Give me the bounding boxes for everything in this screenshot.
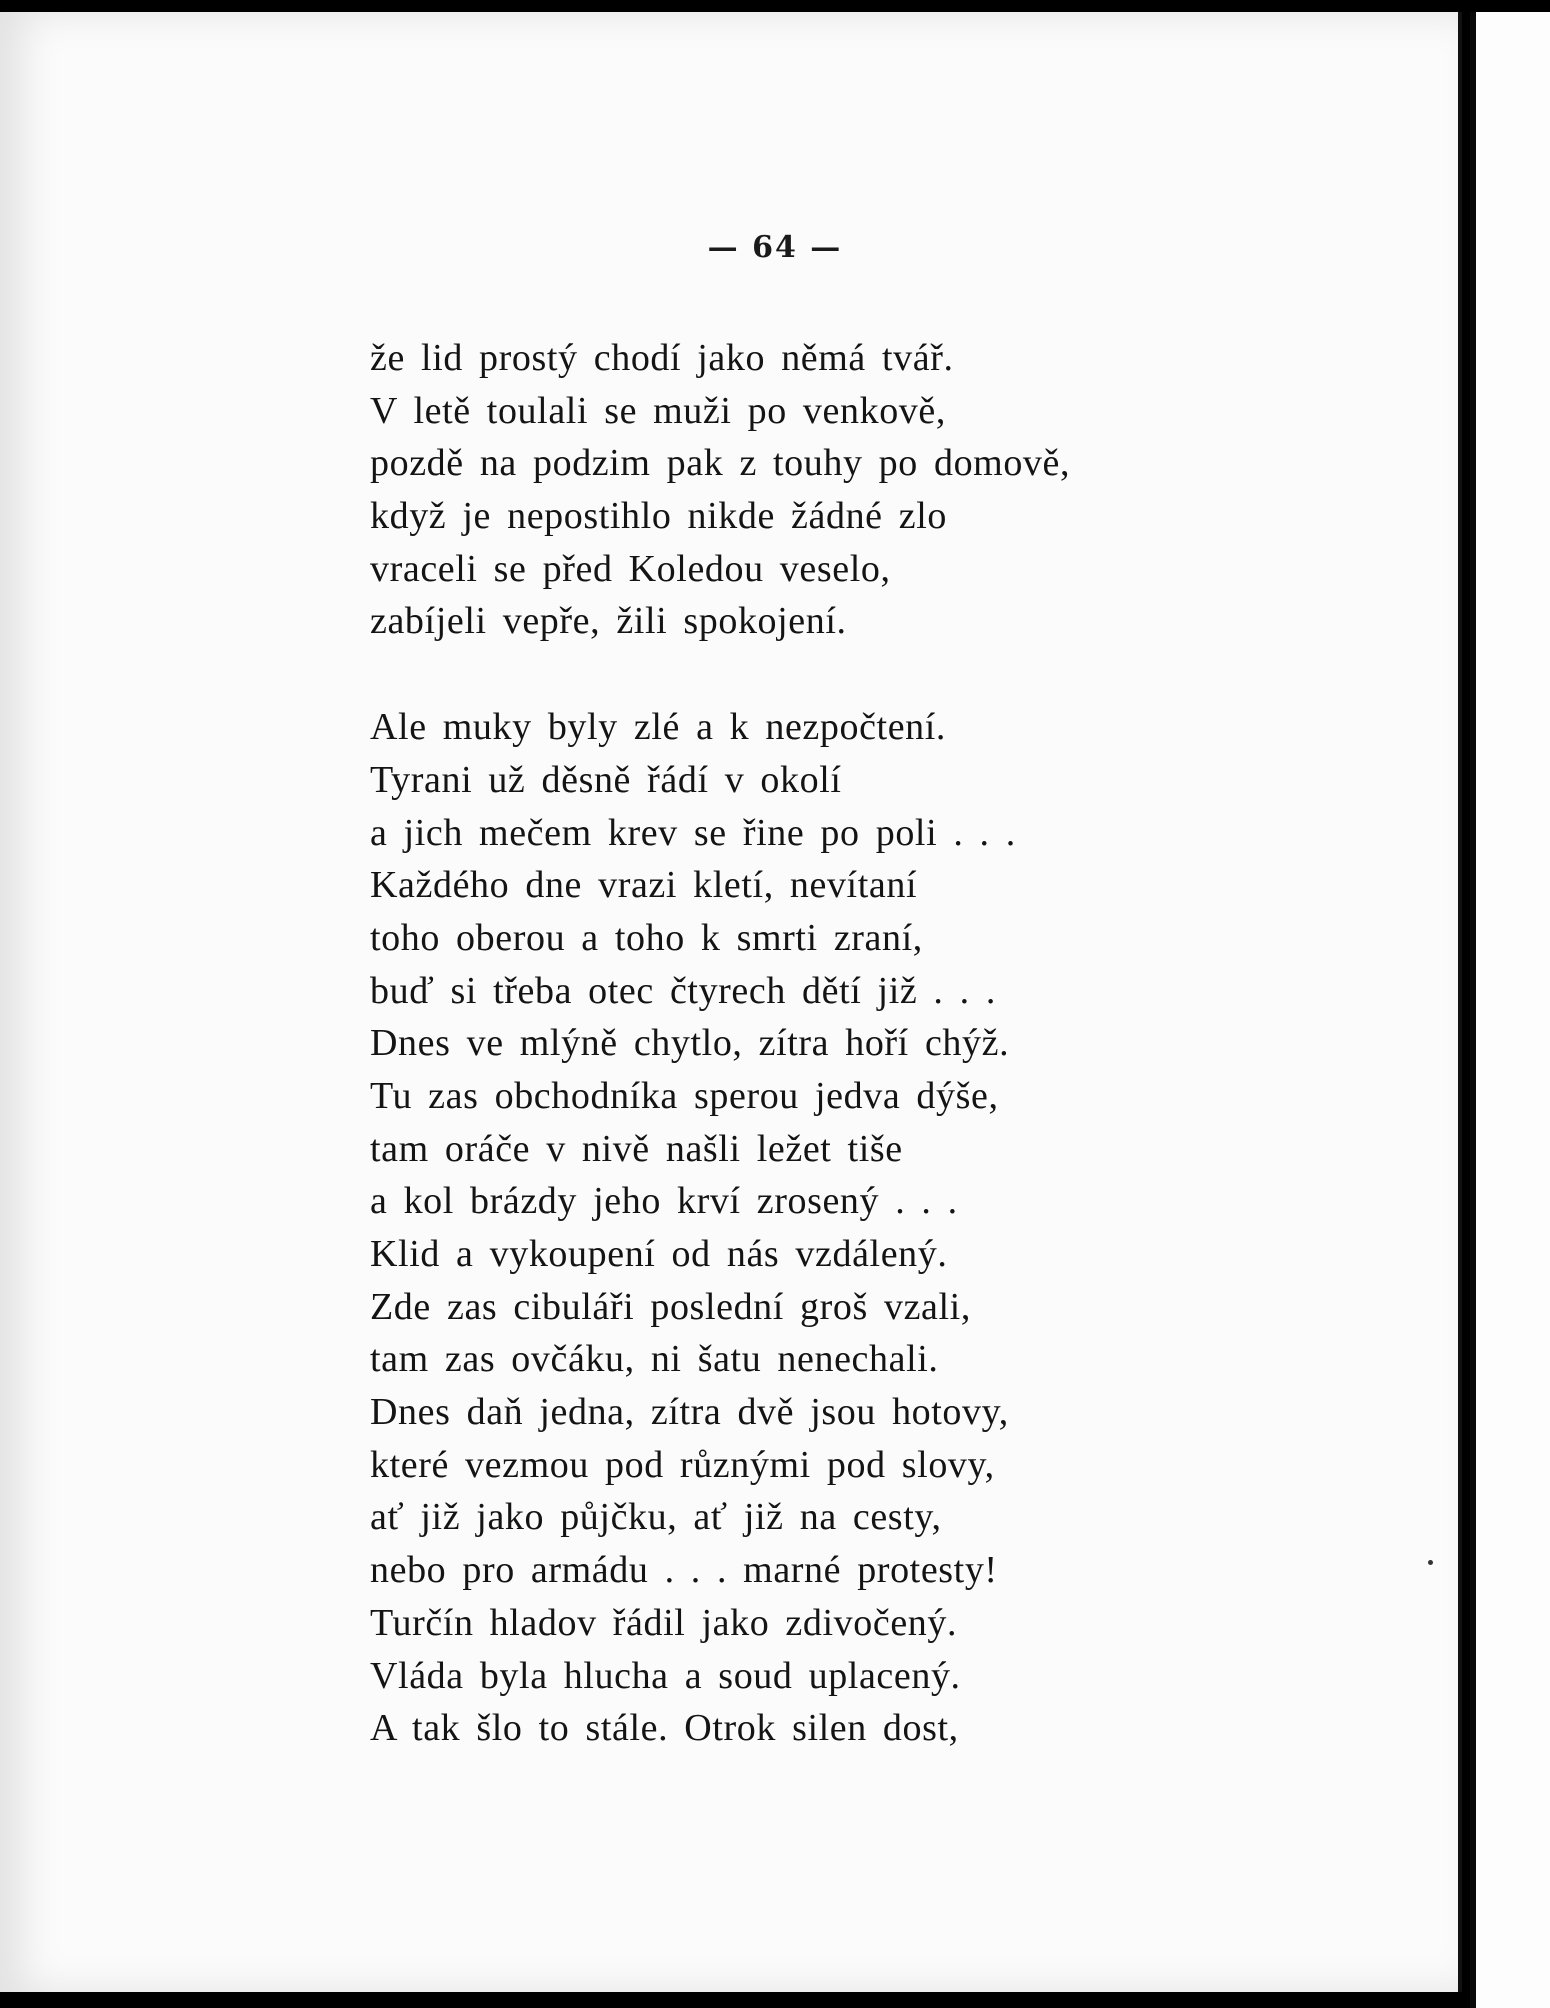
poem-line: a kol brázdy jeho krví zrosený . . . (370, 1180, 958, 1223)
adjacent-page-edge (1470, 12, 1550, 2008)
poem-line: tam zas ovčáku, ni šatu nenechali. (370, 1338, 939, 1381)
poem-line: nebo pro armádu . . . marné protesty! (370, 1549, 998, 1592)
poem-line: V letě toulali se muži po venkově, (370, 389, 946, 432)
page-edge (1458, 12, 1462, 1992)
poem-line: pozdě na podzim pak z touhy po domově, (370, 442, 1071, 485)
poem-line: A tak šlo to stále. Otrok silen dost, (370, 1707, 959, 1750)
poem-line: tam oráče v nivě našli ležet tiše (370, 1127, 903, 1170)
poem-line: Dnes ve mlýně chytlo, zítra hoří chýž. (370, 1022, 1010, 1065)
poem-line: Každého dne vrazi kletí, nevítaní (370, 864, 918, 907)
poem-line: Ale muky byly zlé a k nezpočtení. (370, 706, 947, 749)
poem-line: toho oberou a toho k smrti zraní, (370, 916, 923, 959)
poem-line: buď si třeba otec čtyrech dětí již . . . (370, 969, 996, 1012)
stanza-1 (370, 332, 1270, 648)
poem-line: že lid prostý chodí jako němá tvář. (370, 337, 954, 379)
poem-line: které vezmou pod různými pod slovy, (370, 1443, 995, 1486)
poem-line: když je nepostihlo nikde žádné zlo (370, 495, 947, 538)
poem-line: Dnes daň jedna, zítra dvě jsou hotovy, (370, 1391, 1009, 1434)
poem-line: zabíjeli vepře, žili spokojení. (370, 600, 847, 643)
poem-line: Vláda byla hlucha a soud uplacený. (370, 1654, 961, 1697)
poem-line: Turčín hladov řádil jako zdivočený. (370, 1601, 958, 1644)
poem-line: ať již jako půjčku, ať již na cesty, (370, 1496, 942, 1539)
stanza-2 (370, 701, 1270, 1755)
page-number: — 64 — (707, 230, 843, 265)
scan-speck (1428, 1560, 1433, 1565)
poem-line: a jich mečem krev se řine po poli . . . (370, 811, 1016, 854)
poem-line: Klid a vykoupení od nás vzdálený. (370, 1233, 948, 1275)
poem-line: Tyrani už děsně řádí v okolí (370, 758, 842, 801)
poem-line: vraceli se před Koledou veselo, (370, 547, 891, 590)
poem-line: Tu zas obchodníka sperou jedva dýše, (370, 1074, 999, 1117)
poem-body (370, 332, 1270, 1755)
poem-line: Zde zas cibuláři poslední groš vzali, (370, 1285, 971, 1328)
